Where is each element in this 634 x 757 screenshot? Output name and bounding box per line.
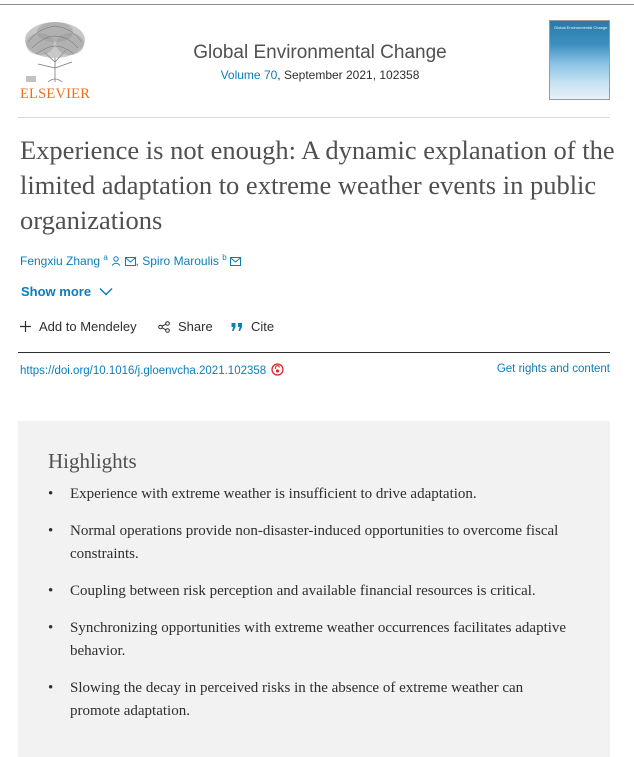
header-divider bbox=[18, 117, 610, 118]
email-icon[interactable] bbox=[230, 257, 241, 266]
author-separator: , bbox=[135, 254, 143, 268]
email-icon[interactable] bbox=[125, 257, 136, 266]
article-title: Experience is not enough: A dynamic explanation of the limited adaptation to extreme weather events in public organizations bbox=[20, 135, 615, 235]
mendeley-label: Add to Mendeley bbox=[39, 319, 137, 334]
affiliation-marker[interactable]: b bbox=[222, 253, 227, 262]
journal-title[interactable]: Global Environmental Change bbox=[193, 42, 447, 63]
affiliation-marker[interactable]: a bbox=[103, 253, 108, 262]
plus-icon bbox=[20, 321, 31, 332]
doi-link[interactable] bbox=[20, 363, 284, 377]
doi-text: https://doi.org/10.1016/j.gloenvcha.2021.102358 bbox=[20, 365, 267, 377]
highlights-section bbox=[18, 421, 610, 757]
add-to-mendeley-button[interactable] bbox=[20, 319, 137, 334]
cite-label: Cite bbox=[251, 319, 275, 334]
share-button[interactable] bbox=[158, 319, 213, 334]
highlight-item: • Experience with extreme weather is insufficient to drive adaptation. bbox=[48, 483, 568, 506]
highlight-item: • Normal operations provide non-disaster-induced opportunities to overcome fiscal constraints. bbox=[48, 520, 568, 566]
actions-divider bbox=[18, 352, 610, 353]
volume-link[interactable]: Volume 70 bbox=[220, 68, 278, 82]
share-icon bbox=[158, 321, 170, 333]
highlight-item: • Synchronizing opportunities with extreme weather occurrences facilitates adaptive behavior. bbox=[48, 617, 568, 663]
elsevier-logo[interactable] bbox=[18, 18, 92, 102]
open-access-icon bbox=[271, 363, 284, 376]
author-name[interactable]: Fengxiu Zhang bbox=[20, 254, 101, 268]
get-rights-link[interactable]: Get rights and content bbox=[496, 363, 610, 375]
person-icon[interactable] bbox=[111, 256, 121, 266]
journal-cover-image[interactable] bbox=[549, 20, 610, 100]
cover-title: Global Environmental Change bbox=[554, 25, 608, 30]
author-name[interactable]: Spiro Maroulis bbox=[142, 254, 219, 268]
author-list bbox=[20, 253, 241, 268]
highlight-item: • Coupling between risk perception and available financial resources is critical. bbox=[48, 580, 568, 603]
cite-button[interactable] bbox=[231, 319, 274, 334]
share-label: Share bbox=[178, 319, 213, 334]
quote-icon bbox=[231, 322, 243, 332]
highlights-list bbox=[48, 483, 568, 737]
elsevier-wordmark: ELSEVIER bbox=[20, 86, 91, 102]
chevron-down-icon bbox=[99, 287, 113, 296]
highlights-heading: Highlights bbox=[48, 449, 137, 473]
highlight-item: • Slowing the decay in perceived risks in the absence of extreme weather can promote adaptation. bbox=[48, 677, 568, 723]
show-more-label: Show more bbox=[21, 284, 92, 299]
tree-icon bbox=[18, 18, 92, 84]
top-divider bbox=[0, 4, 634, 5]
journal-volume bbox=[100, 68, 540, 82]
show-more-button[interactable] bbox=[21, 284, 113, 299]
volume-details: , September 2021, 102358 bbox=[277, 68, 420, 82]
